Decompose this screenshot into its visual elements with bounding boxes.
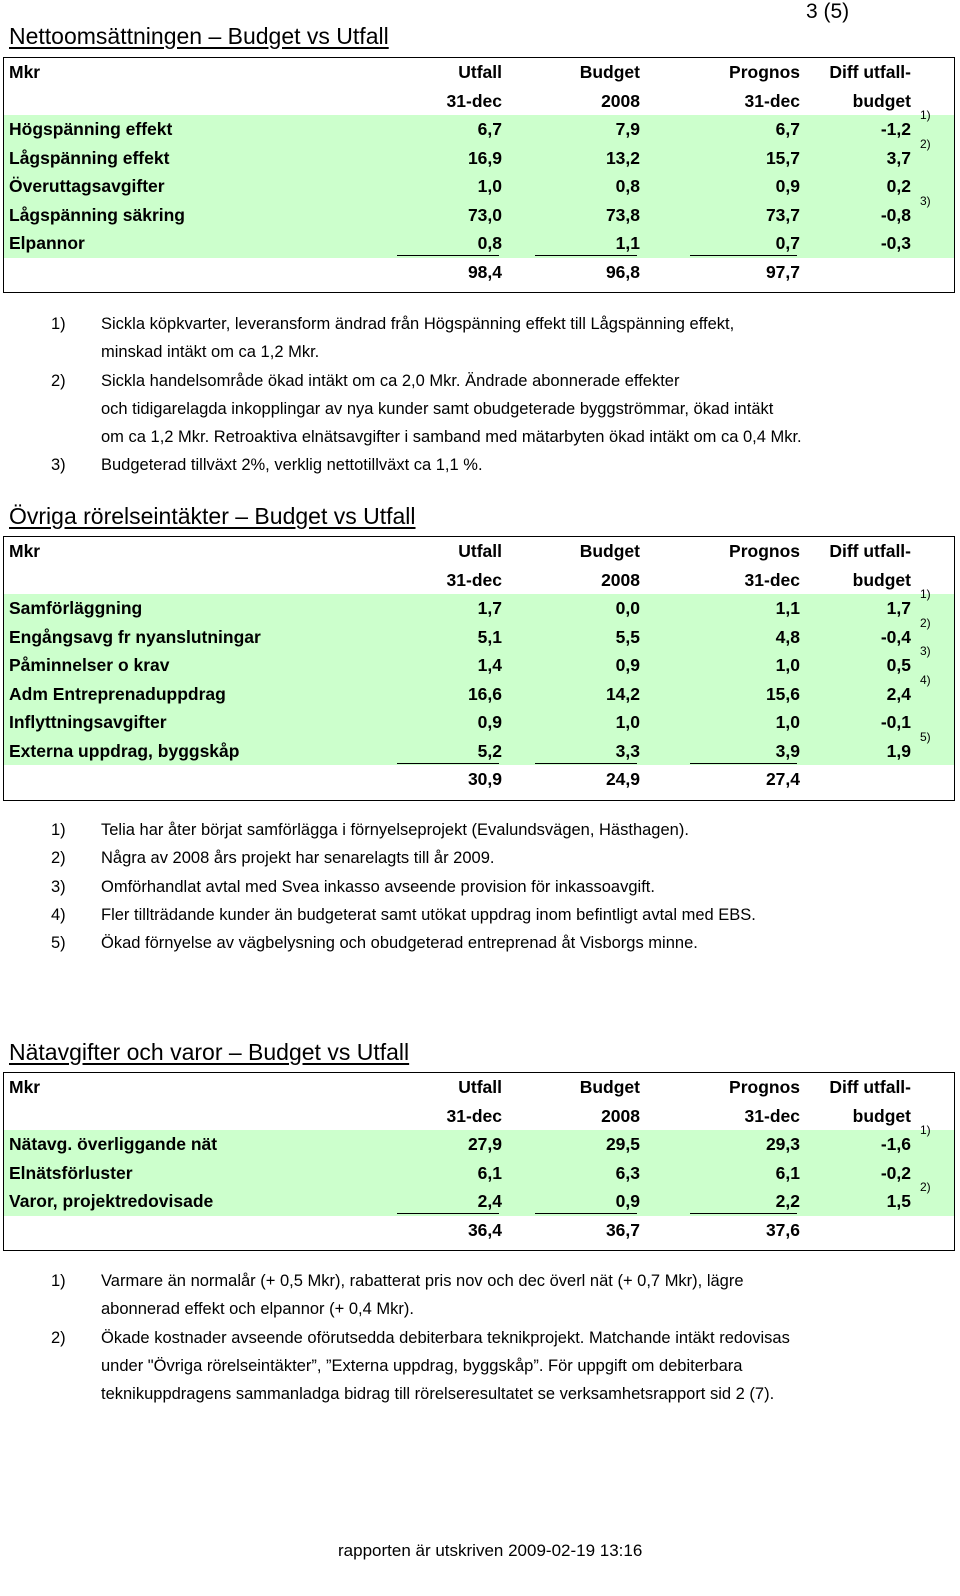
row-label: Elpannor (9, 233, 85, 253)
section-title: Nätavgifter och varor – Budget vs Utfall (9, 1039, 410, 1065)
column-header: Mkr (9, 1077, 41, 1097)
column-header: 2008 (601, 569, 640, 590)
footnote-line (0, 873, 960, 901)
row-value: -1,2 (880, 119, 911, 139)
table-row (4, 672, 954, 709)
footnote-text: Sickla handelsområde ökad intäkt om ca 2,0 Mkr. Ändrade abonnerade effekter (101, 371, 680, 390)
total-value: 37,6 (765, 1219, 800, 1240)
footnote-line (0, 1380, 960, 1408)
footnote-ref: 2) (920, 615, 931, 630)
footnote-line (0, 1324, 960, 1352)
row-label: Lågspänning effekt (9, 147, 170, 168)
row-value: 1,7 (886, 598, 911, 618)
footnotes (0, 310, 960, 480)
footnote-text: Budgeterad tillväxt 2%, verklig nettotillväxt ca 1,1 %. (101, 456, 483, 475)
footnote-marker: 1) (51, 821, 66, 839)
row-label: Adm Entreprenaduppdrag (9, 683, 226, 704)
table-row (4, 729, 954, 766)
row-value: 73,7 (765, 204, 800, 225)
totals-row (4, 1216, 954, 1245)
total-value: 24,9 (605, 769, 640, 789)
row-value: 1,0 (775, 712, 800, 732)
footnote-marker: 4) (51, 905, 66, 924)
table-row (4, 1123, 954, 1159)
total-value: 27,4 (765, 769, 800, 789)
row-value: 6,7 (477, 119, 502, 139)
footnote-marker: 5) (51, 934, 66, 953)
sum-line (690, 255, 797, 256)
row-value: 1,1 (775, 598, 800, 618)
column-header: 31-dec (744, 1105, 800, 1126)
row-value: 16,6 (467, 683, 502, 704)
row-value: 6,3 (615, 1162, 640, 1183)
row-value: -0,3 (880, 233, 911, 253)
table-row (4, 708, 954, 737)
column-header: Budget (579, 541, 640, 561)
row-label: Nätavg. överliggande nät (9, 1134, 218, 1154)
table-row (4, 229, 954, 258)
footnote-ref: 1) (920, 587, 931, 601)
footnote-ref: 3) (920, 644, 931, 658)
row-value: 0,9 (477, 712, 502, 732)
table-row (4, 615, 954, 652)
row-value: 0,9 (615, 1191, 640, 1211)
row-value: 1,9 (886, 740, 911, 761)
footnote-text: Varmare än normalår (+ 0,5 Mkr), rabatterat pris nov och dec överl nät (+ 0,7 Mkr), lägre (101, 1272, 744, 1290)
column-header: Diff utfall- (829, 541, 911, 561)
row-value: -1,6 (880, 1134, 911, 1154)
row-value: 2,4 (886, 683, 911, 704)
total-value: 36,7 (605, 1219, 640, 1240)
footnote-text: Några av 2008 års projekt har senarelagts till år 2009. (101, 849, 495, 868)
footnote-text: abonnerad effekt och elpannor (+ 0,4 Mkr). (101, 1300, 414, 1319)
row-value: 3,7 (886, 147, 911, 168)
row-value: 6,1 (477, 1162, 502, 1183)
footnote-marker: 2) (51, 849, 66, 868)
row-value: 0,2 (886, 176, 911, 196)
sum-line (690, 763, 797, 764)
row-value: 14,2 (605, 683, 640, 704)
row-value: 15,6 (765, 683, 800, 704)
row-label: Samförläggning (9, 598, 143, 618)
footnote-text: Sickla köpkvarter, leveransform ändrad från Högspänning effekt till Lågspänning effekt, (101, 315, 735, 333)
total-value: 36,4 (467, 1219, 502, 1240)
totals-row (4, 765, 954, 794)
footnote-marker: 2) (51, 371, 66, 390)
row-value: 0,0 (615, 598, 640, 618)
sum-line (397, 1213, 499, 1214)
row-value: 0,9 (775, 176, 800, 196)
table-row (4, 193, 954, 230)
footnote-text: Ökad förnyelse av vägbelysning och obudgeterad entreprenad åt Visborgs minne. (101, 934, 698, 953)
footnotes (0, 816, 960, 957)
print-footer: rapporten är utskriven 2009-02-19 13:16 (338, 1541, 643, 1560)
table-row (4, 587, 954, 623)
row-value: 27,9 (467, 1134, 502, 1154)
row-label: Inflyttningsavgifter (9, 712, 167, 732)
footnote-line (0, 1267, 960, 1295)
row-value: -0,1 (880, 712, 911, 732)
row-value: 1,1 (615, 233, 640, 253)
totals-row (4, 258, 954, 287)
footnote-text: minskad intäkt om ca 1,2 Mkr. (101, 343, 320, 362)
column-header: 2008 (601, 1105, 640, 1126)
footnotes (0, 1267, 960, 1408)
footnote-line (0, 1352, 960, 1380)
sum-line (397, 763, 499, 764)
column-header: 31-dec (744, 90, 800, 111)
column-header: Utfall (458, 1077, 502, 1097)
row-value: 0,5 (886, 655, 911, 675)
column-header: Budget (579, 62, 640, 82)
footnote-ref: 2) (920, 1180, 931, 1194)
footnote-line (0, 451, 960, 479)
footnote-text: och tidigarelagda inkopplingar av nya kunder samt obudgeterade byggströmmar, ökad intäkt (101, 399, 774, 418)
footnote-marker: 1) (51, 1272, 66, 1290)
row-value: 1,0 (477, 176, 502, 196)
row-value: 1,7 (477, 598, 502, 618)
footnote-ref: 2) (920, 136, 931, 151)
row-value: 5,5 (615, 626, 640, 647)
row-value: 4,8 (775, 626, 800, 647)
column-header: Utfall (458, 62, 502, 82)
row-value: 15,7 (765, 147, 800, 168)
column-header: Prognos (729, 62, 800, 82)
column-header: 31-dec (446, 569, 502, 590)
row-value: 3,9 (775, 740, 800, 761)
column-header: Prognos (729, 1077, 800, 1097)
column-header: Utfall (458, 541, 502, 561)
row-label: Högspänning effekt (9, 119, 173, 139)
footnote-marker: 3) (51, 456, 66, 475)
row-value: -0,4 (880, 626, 911, 647)
footnote-ref: 3) (920, 193, 931, 208)
row-label: Elnätsförluster (9, 1162, 133, 1183)
row-value: 29,3 (765, 1134, 800, 1154)
table-row (4, 1180, 954, 1216)
footnote-ref: 1) (920, 1123, 931, 1137)
table-row (4, 108, 954, 144)
row-label: Varor, projektredovisade (9, 1191, 214, 1211)
budget-table (3, 536, 955, 801)
row-label: Överuttagsavgifter (9, 176, 165, 196)
table-row (4, 136, 954, 173)
row-value: -0,8 (880, 204, 911, 225)
footnote-line (0, 338, 960, 366)
column-header: budget (852, 90, 911, 111)
footnote-line (0, 844, 960, 872)
footnote-text: Omförhandlat avtal med Svea inkasso avseende provision för inkassoavgift. (101, 877, 655, 896)
footnote-marker: 2) (51, 1328, 66, 1347)
footnote-text: Ökade kostnader avseende oförutsedda debiterbara teknikprojekt. Matchande intäkt redovisas (101, 1328, 790, 1347)
sum-line (690, 1213, 797, 1214)
footnote-ref: 4) (920, 672, 931, 687)
footnote-text: Telia har åter börjat samförlägga i förnyelseprojekt (Evalundsvägen, Hästhagen). (101, 821, 689, 839)
column-header: Mkr (9, 541, 41, 561)
row-label: Påminnelser o krav (9, 655, 170, 675)
row-value: 1,4 (477, 655, 502, 675)
row-label: Lågspänning säkring (9, 204, 185, 225)
row-value: -0,2 (880, 1162, 911, 1183)
table-row (4, 1159, 954, 1188)
column-header: 31-dec (744, 569, 800, 590)
footnote-line (0, 423, 960, 451)
footnote-line (0, 310, 960, 338)
row-value: 3,3 (615, 740, 640, 761)
row-value: 0,8 (615, 176, 640, 196)
sum-line (397, 255, 499, 256)
table-header-row (4, 1102, 954, 1131)
footnote-text: Fler tillträdande kunder än budgeterat samt utökat uppdrag inom befintligt avtal med EBS. (101, 905, 756, 924)
column-header: budget (852, 1105, 911, 1126)
footnote-line (0, 901, 960, 929)
table-row (4, 172, 954, 201)
section-title: Nettoomsättningen – Budget vs Utfall (9, 23, 389, 49)
footnote-ref: 1) (920, 108, 931, 122)
sum-line (535, 763, 637, 764)
row-value: 7,9 (615, 119, 640, 139)
row-value: 0,8 (477, 233, 502, 253)
footnote-marker: 3) (51, 877, 66, 896)
row-value: 13,2 (605, 147, 640, 168)
row-value: 6,1 (775, 1162, 800, 1183)
budget-table (3, 1072, 955, 1251)
row-value: 1,0 (615, 712, 640, 732)
footnote-text: om ca 1,2 Mkr. Retroaktiva elnätsavgifter i samband med mätarbyten ökad intäkt om ca 0,4 Mkr. (101, 428, 802, 447)
table-header-row (4, 537, 954, 566)
row-value: 5,2 (477, 740, 502, 761)
total-value: 96,8 (605, 261, 640, 282)
table-header-row (4, 1073, 954, 1102)
footnote-text: teknikuppdragens sammanladga bidrag till rörelseresultatet se verksamhetsrapport sid 2 (7). (101, 1385, 775, 1404)
column-header: budget (852, 569, 911, 590)
row-value: 73,8 (605, 204, 640, 225)
row-label: Externa uppdrag, byggskåp (9, 740, 240, 761)
row-value: 2,4 (477, 1191, 502, 1211)
column-header: Prognos (729, 541, 800, 561)
column-header: 31-dec (446, 90, 502, 111)
row-value: 0,9 (615, 655, 640, 675)
row-value: 5,1 (477, 626, 502, 647)
column-header: Budget (579, 1077, 640, 1097)
section-title: Övriga rörelseintäkter – Budget vs Utfall (9, 503, 416, 529)
table-header-row (4, 58, 954, 87)
footnote-line (0, 816, 960, 844)
row-value: 73,0 (467, 204, 502, 225)
footnote-marker: 1) (51, 315, 66, 333)
row-value: 1,0 (775, 655, 800, 675)
column-header: Diff utfall- (829, 1077, 911, 1097)
column-header: Diff utfall- (829, 62, 911, 82)
table-row (4, 644, 954, 680)
footnote-line (0, 395, 960, 423)
total-value: 97,7 (765, 261, 800, 282)
row-value: 0,7 (775, 233, 800, 253)
budget-table (3, 57, 955, 293)
footnote-line (0, 367, 960, 395)
total-value: 98,4 (467, 261, 502, 282)
sum-line (535, 1213, 637, 1214)
sum-line (535, 255, 637, 256)
row-value: 2,2 (775, 1191, 800, 1211)
column-header: Mkr (9, 62, 41, 82)
footnote-line (0, 1295, 960, 1323)
column-header: 31-dec (446, 1105, 502, 1126)
row-value: 1,5 (886, 1191, 911, 1211)
column-header: 2008 (601, 90, 640, 111)
row-value: 16,9 (467, 147, 502, 168)
footnote-ref: 5) (920, 729, 931, 744)
total-value: 30,9 (467, 769, 502, 789)
page-number: 3 (5) (806, 0, 850, 23)
table-header-row (4, 87, 954, 116)
footnote-text: under "Övriga rörelseintäkter”, ”Externa uppdrag, byggskåp”. För uppgift om debiterbara (101, 1356, 743, 1375)
table-header-row (4, 566, 954, 595)
row-label: Engångsavg fr nyanslutningar (9, 626, 261, 647)
row-value: 29,5 (605, 1134, 640, 1154)
footnote-line (0, 929, 960, 957)
row-value: 6,7 (775, 119, 800, 139)
